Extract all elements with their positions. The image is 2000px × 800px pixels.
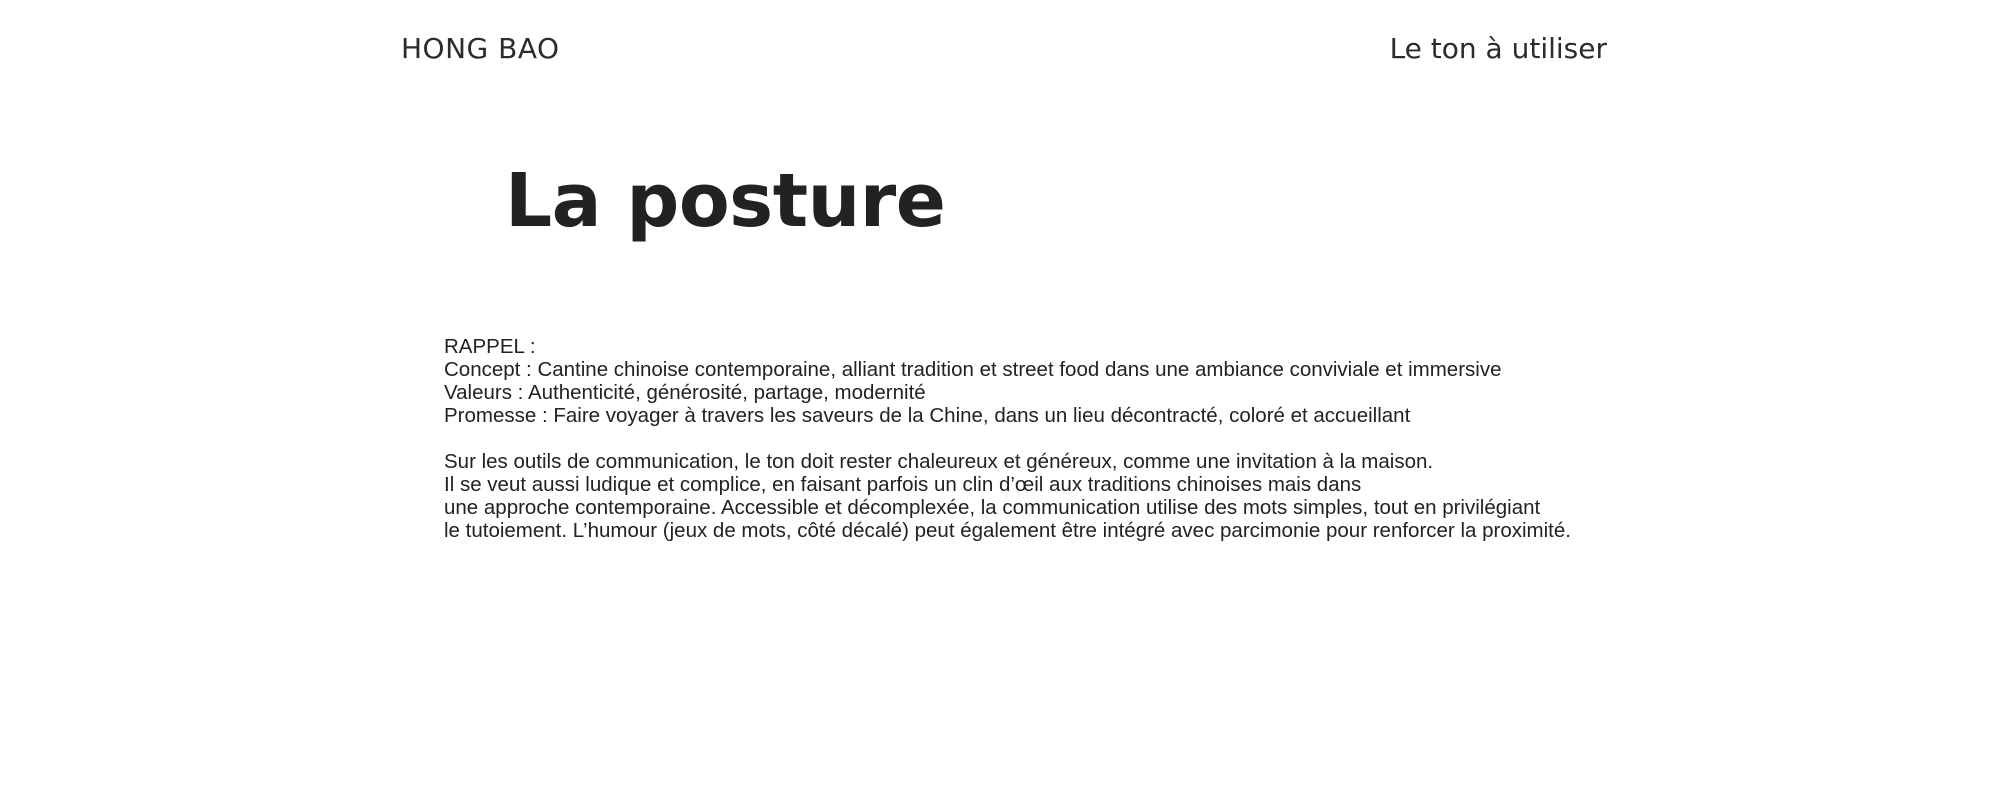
section-nav-link[interactable]: Le ton à utiliser	[1389, 32, 1607, 65]
paragraph-line: une approche contemporaine. Accessible et décomplexée, la communication utilise des mots simples, tout en privilégiant	[444, 496, 1541, 519]
paragraph-spacer	[444, 427, 1571, 450]
page-title: La posture	[505, 158, 946, 244]
recall-values: Valeurs : Authenticité, générosité, partage, modernité	[444, 381, 926, 404]
recall-heading: RAPPEL :	[444, 335, 536, 358]
paragraph-line: Il se veut aussi ludique et complice, en faisant parfois un clin d’œil aux traditions chinoises mais dans	[444, 473, 1362, 496]
recall-concept: Concept : Cantine chinoise contemporaine, alliant tradition et street food dans une ambiance conviviale et immersive	[444, 358, 1502, 381]
paragraph-line: Sur les outils de communication, le ton doit rester chaleureux et généreux, comme une invitation à la maison.	[444, 450, 1434, 473]
paragraph-line: le tutoiement. L’humour (jeux de mots, côté décalé) peut également être intégré avec parcimonie pour renforcer la proximité.	[444, 519, 1571, 542]
brand-name: HONG BAO	[401, 32, 560, 65]
recall-promise: Promesse : Faire voyager à travers les saveurs de la Chine, dans un lieu décontracté, coloré et accueillant	[444, 404, 1411, 427]
body-text	[444, 335, 1571, 542]
